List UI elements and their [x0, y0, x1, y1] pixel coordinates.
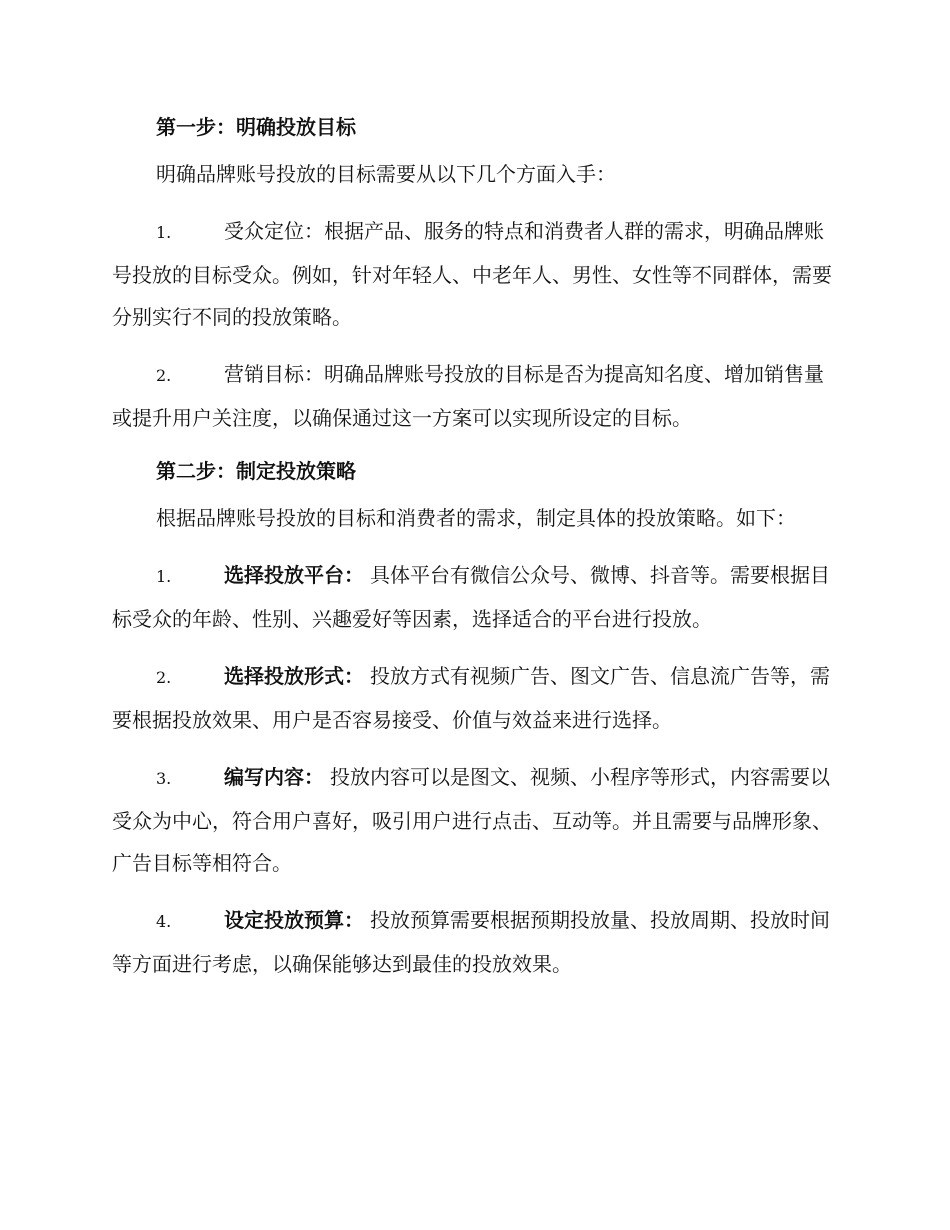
section-heading-step-2: 第二步：制定投放策略: [156, 459, 356, 483]
section-heading-step-1: 第一步：明确投放目标: [156, 115, 356, 139]
list-item-number: 2.: [156, 366, 172, 385]
list-item: [112, 756, 840, 884]
document-body: [112, 110, 840, 1000]
list-item-lead: 设定投放预算：: [224, 908, 364, 932]
list-item-text: 投放方式有视频广告、图文广告、信息流广告等，需要根据投放效果、用户是否容易接受、价值与效益来进行选择。: [112, 664, 830, 732]
list-item-number: 2.: [156, 668, 172, 687]
list-item-number: 4.: [156, 912, 172, 931]
list-item-lead: 选择投放平台：: [224, 563, 364, 587]
list-item-text: 投放预算需要根据预期投放量、投放周期、投放时间等方面进行考虑，以确保能够达到最佳的投放效果。: [112, 908, 830, 976]
list-item: [112, 554, 840, 640]
list-item-number: 1.: [156, 223, 172, 242]
list-item-lead: 编写内容：: [224, 765, 324, 789]
list-item: [112, 655, 840, 741]
list-item-text: 受众定位：根据产品、服务的特点和消费者人群的需求，明确品牌账号投放的目标受众。例如，针对年轻人、中老年人、男性、女性等不同群体，需要分别实行不同的投放策略。: [112, 219, 832, 329]
section-intro-step-1: 明确品牌账号投放的目标需要从以下几个方面入手：: [156, 162, 616, 186]
list-item: [112, 353, 840, 439]
list-item-text: 具体平台有微信公众号、微博、抖音等。需要根据目标受众的年龄、性别、兴趣爱好等因素，选择适合的平台进行投放。: [112, 563, 830, 631]
list-item-text: 营销目标：明确品牌账号投放的目标是否为提高知名度、增加销售量或提升用户关注度，以确保通过这一方案可以实现所设定的目标。: [112, 362, 824, 430]
list-item: [112, 210, 840, 338]
list-item-lead: 选择投放形式：: [224, 664, 364, 688]
list-item-text: 投放内容可以是图文、视频、小程序等形式，内容需要以受众为中心，符合用户喜好，吸引用户进行点击、互动等。并且需要与品牌形象、广告目标等相符合。: [112, 765, 832, 875]
list-item-number: 1.: [156, 567, 172, 586]
list-item: [112, 899, 840, 985]
list-item-number: 3.: [156, 769, 172, 788]
section-intro-step-2: 根据品牌账号投放的目标和消费者的需求，制定具体的投放策略。如下：: [156, 506, 796, 530]
